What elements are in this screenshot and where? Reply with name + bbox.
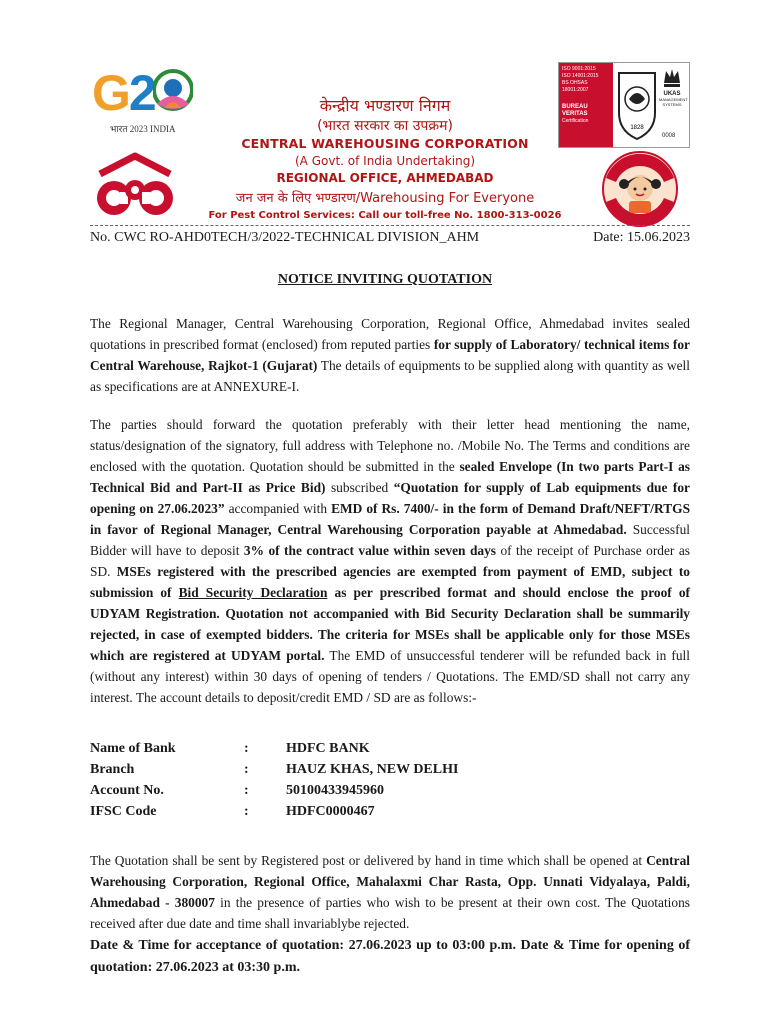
certification-badge — [558, 62, 690, 148]
ukas-label: UKAS — [663, 91, 681, 97]
deadline-paragraph: Date & Time for acceptance of quotation: 27.06.2023 up to 03:00 p.m. Date & Time for opening of quotation: 27.06.2023 at 03:30 p.m. — [90, 938, 690, 975]
hindi-org-name: केन्द्रीय भण्डारण निगम — [319, 96, 451, 115]
ukas-mark — [659, 67, 688, 107]
g20-lotus-icon — [153, 68, 193, 120]
iso-line: ISO 14001:2015 — [562, 73, 599, 79]
reference-number: No. CWC RO-AHD0TECH/3/2022-TECHNICAL DIVISION_AHM — [90, 230, 480, 245]
document-date: Date: 15.06.2023 — [593, 230, 690, 245]
header-divider — [90, 225, 690, 226]
beti-bachao-logo-icon — [594, 150, 686, 228]
iso-line: BS OHSAS 18001:2007 — [562, 80, 589, 93]
office-name: REGIONAL OFFICE, AHMEDABAD — [276, 171, 494, 185]
certification-panel — [559, 63, 613, 147]
bureau-veritas-seal-icon — [615, 69, 659, 141]
pest-control-line: For Pest Control Services: Call our toll-free No. 1800-313-0026 — [208, 210, 562, 221]
hindi-org-subtitle: (भारत सरकार का उपक्रम) — [317, 118, 453, 134]
cwc-logo-icon — [90, 152, 180, 222]
ukas-sublabel: MANAGEMENT SYSTEMS — [659, 97, 688, 107]
org-subtitle: (A Govt. of India Undertaking) — [295, 154, 475, 168]
terms-paragraph: The parties should forward the quotation preferably with their letter head mentioning the name, status/designation of the signatory, full address with Telephone no. /Mobile No. The Terms and conditions are enclosed with the quotation. Quotation should be submitted in the sealed Envelope (In two parts Part-I as Technical Bid and Part-II as Price Bid) subscribed “Quotation for supply of Lab equipments due for opening on 27.06.2023” accompanied with EMD of Rs. 7400/- in the form of Demand Draft/NEFT/RTGS in favor of Regional Manager, Central Warehousing Corporation payable at Ahmedabad. Successful Bidder will have to deposit 3% of the contract value within seven days of the receipt of Purchase order as SD. MSEs registered with the prescribed agencies are exempted from payment of EMD, subject to submission of Bid Security Declaration as per prescribed format and should enclose the proof of UDYAM Registration. Quotation not accompanied with Bid Security Declaration shall be summarily rejected, in case of exempted bidders. The criteria for MSEs shall be applicable only for those MSEs which are registered at UDYAM portal. The EMD of unsuccessful tenderer will be refunded back in full (without any interest) within 30 days of opening of tenders / Quotations. The EMD/SD shall not carry any interest. The account details to deposit/credit EMD / SD are as follows:- — [90, 417, 691, 705]
crown-icon — [662, 67, 682, 89]
submission-paragraph: The Quotation shall be sent by Registered post or delivered by hand in time which shall be opened at Central Warehousing Corporation, Regional Office, Mahalaxmi Char Rasta, Opp. Unnati Vidyalaya, Paldi, Ahmedabad - 380007 in the presence of parties who wish to be present at their own cost. The Quotations received after due date and time shall invariablybe rejected. — [90, 853, 690, 931]
tagline: जन जन के लिए भण्डारण/Warehousing For Everyone — [235, 191, 535, 206]
seal-year: 1828 — [630, 125, 644, 131]
iso-line: ISO 9001:2015 — [562, 66, 596, 72]
g20-subtitle: भारत 2023 INDIA — [110, 124, 176, 134]
org-name: CENTRAL WAREHOUSING CORPORATION — [241, 136, 529, 151]
intro-paragraph: The Regional Manager, Central Warehousing Corporation, Regional Office, Ahmedabad invites sealed quotations in prescribed format (enclosed) from reputed parties for supply of Laboratory/ technical items for Central Warehouse, Rajkot-1 (Gujarat) The details of equipments to be supplied along with quantity as well as specifications are at ANNEXURE-I. — [90, 316, 690, 394]
g20-logo: G2 — [92, 65, 155, 121]
certification-number: 0008 — [662, 133, 676, 139]
certification-label: Certification — [562, 118, 589, 124]
document-title: NOTICE INVITING QUOTATION — [277, 272, 493, 287]
certifier-name: BUREAU VERITAS — [562, 104, 588, 117]
document-page: G2 भारत 2023 INDIA केन्द्रीय भण्डारण निगम (भारत सरकार का उपक्रम) CENTRAL WAREHOUSING CORPORATION (A Govt. of India Undertaking) REGIONAL OFFICE, AHMEDABAD जन जन के लिए भण्डारण/Warehousing For Everyone For Pest Control Services: Call our toll-free No. 1800-313-0026 ISO 9001:2015 ISO 14001:2015 BS OHSAS 18001:2007 BUREAU VERITAS Certification 1828 UKAS MANAGEMENT SYSTEMS 0008 No. CWC RO-AHD0TECH/3/2022-TECHNICAL DIVISION_AHM Date: 15.06.2023 NOTICE INVITING QUOTATION The Regional Manager, Central Warehousing Corporation, Regional Office, Ahmedabad invites sealed quotations in prescribed format (enclosed) from reputed parties for supply of Laboratory/ technical items for Central Warehouse, Rajkot-1 (Gujarat) The details of equipments to be supplied along with quantity as well as specifications are at ANNEXURE-I. The parties should forward the quotation preferably with their letter head mentioning the name, status/designation of the signatory, full address with Telephone no. /Mobile No. The Terms and conditions are enclosed with the quotation. Quotation should be submitted in the sealed Envelope (In two parts Part-I as Technical Bid and Part-II as Price Bid) subscribed “Quotation for supply of Lab equipments due for opening on 27.06.2023” accompanied with EMD of Rs. 7400/- in the form of Demand Draft/NEFT/RTGS in favor of Regional Manager, Central Warehousing Corporation payable at Ahmedabad. Successful Bidder will have to deposit 3% of the contract value within seven days of the receipt of Purchase order as SD. MSEs registered with the prescribed agencies are exempted from payment of EMD, subject to submission of Bid Security Declaration as per prescribed format and should enclose the proof of UDYAM Registration. Quotation not accompanied with Bid Security Declaration shall be summarily rejected, in case of exempted bidders. The criteria for MSEs shall be applicable only for those MSEs which are registered at UDYAM portal. The EMD of unsuccessful tenderer will be refunded back in full (without any interest) within 30 days of opening of tenders / Quotations. The EMD/SD shall not carry any interest. The account details to deposit/credit EMD / SD are as follows:- Name of Bank : HDFC BANK Branch : HAUZ KHAS, NEW DELHI Account No. : 50100433945960 IFSC Code : HDFC0000467 The Quotation shall be sent by Registered post or delivered by hand in time which shall be opened at Central Warehousing Corporation, Regional Office, Mahalaxmi Char Rasta, Opp. Unnati Vidyalaya, Paldi, Ahmedabad - 380007 in the presence of parties who wish to be present at their own cost. The Quotations received after due date and time shall invariablybe rejected. Date & Time for acceptance of quotation: 27.06.2023 up to 03:00 p.m. Date & Time for opening of quotation: 27.06.2023 at 03:30 p.m. — [0, 0, 770, 1024]
